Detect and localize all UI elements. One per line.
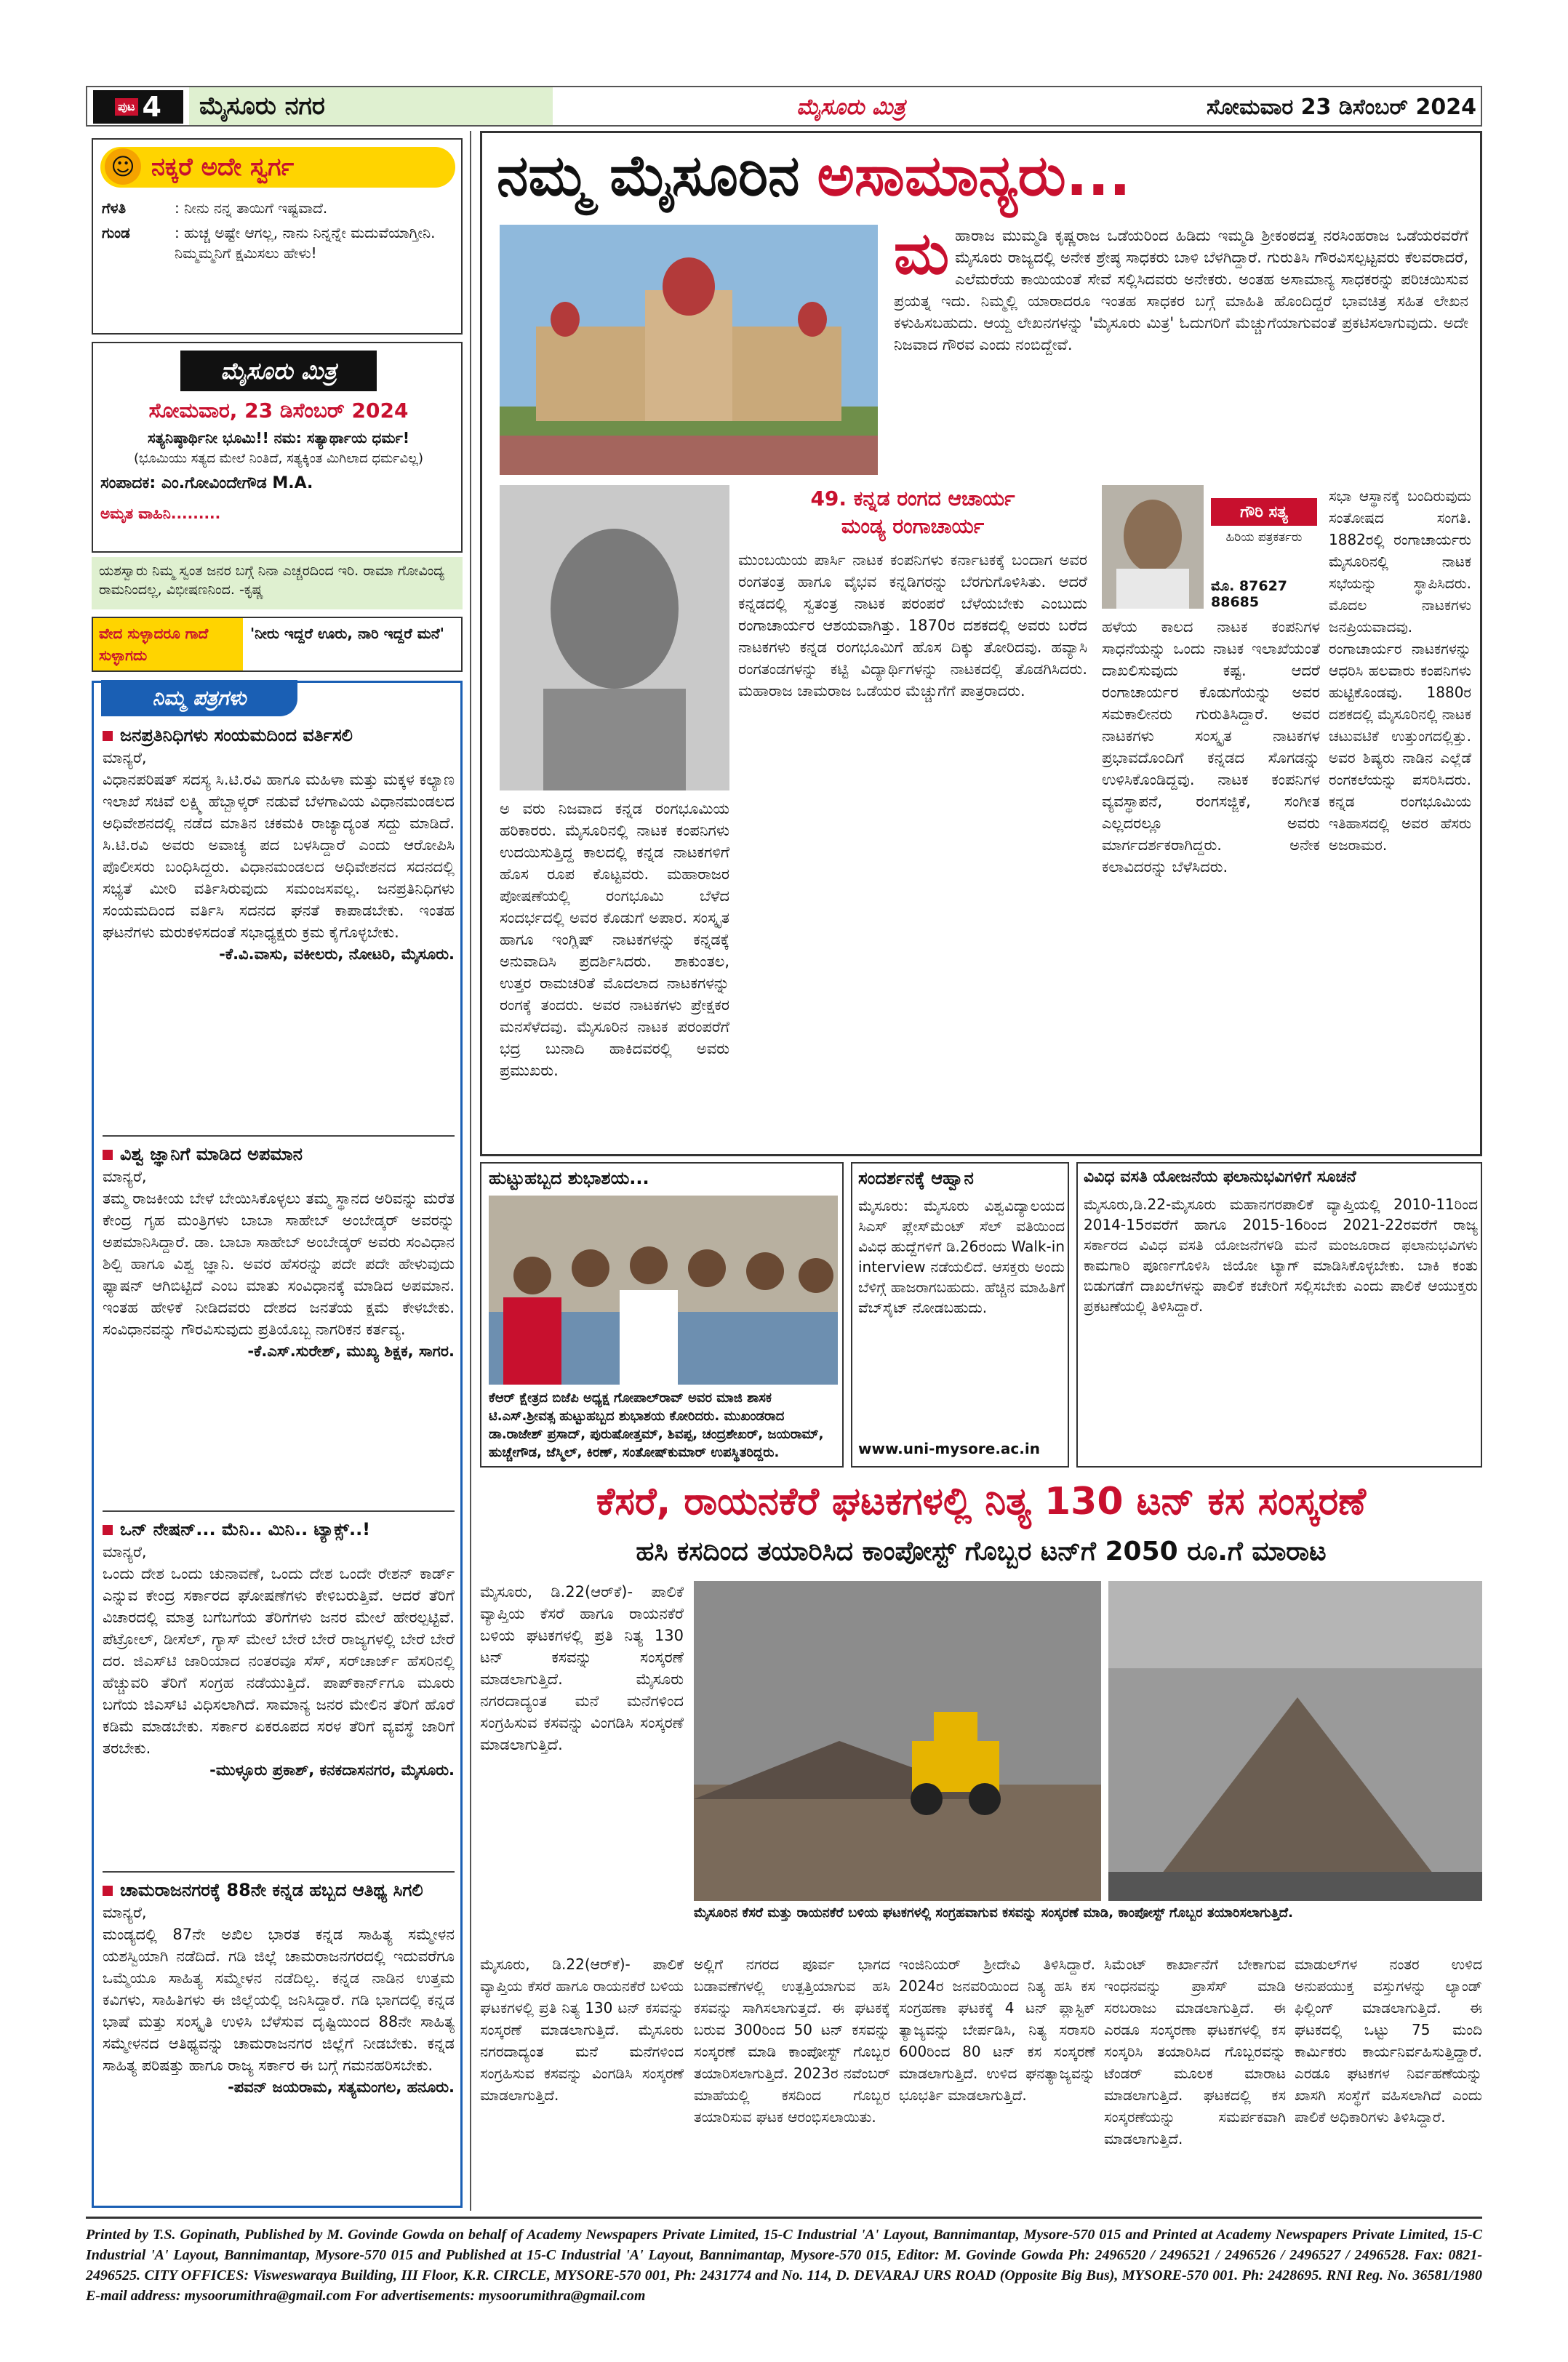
paper-logo bbox=[180, 351, 377, 391]
interview-box bbox=[851, 1162, 1069, 1468]
letter-title: ಒನ್ ನೇಷನ್... ಮೆನಿ.. ಮಿನಿ.. ಟ್ಯಾಕ್ಸ್..! bbox=[103, 1518, 455, 1541]
waste-text: ಅಲ್ಲಿಗೆ ನಗರದ ಪೂರ್ವ ಭಾಗದ ಬಡಾವಣೆಗಳಲ್ಲಿ ಉತ್ಪತ್ತಿಯಾಗುವ ಹಸಿ ಕಸವನ್ನು ಸಾಗಿಸಲಾಗುತ್ತದೆ. ಈ ಘಟಕಕ್ಕೆ ಬರುವ 300ರಿಂದ 50 ಟನ್ ಕಸವನ್ನು ಸಂಸ್ಕರಣೆ ಮಾಡಿ ಕಾಂಪೋಸ್ಟ್ ಗೊಬ್ಬರ ತಯಾರಿಸಲಾಗುತ್ತಿದೆ. 2023ರ ನವೆಂಬರ್ ಮಾಹೆಯಲ್ಲಿ ಕಸದಿಂದ ಗೊಬ್ಬರ ತಯಾರಿಸುವ ಘಟಕ ಆರಂಭಿಸಲಾಯಿತು. bbox=[694, 1955, 890, 2126]
article-col bbox=[738, 549, 1087, 1147]
letter-signature: -ಕೆ.ಎಸ್.ಸುರೇಶ್, ಮುಖ್ಯ ಶಿಕ್ಷಕ, ಸಾಗರ. bbox=[247, 1342, 455, 1360]
letters-title-bar bbox=[101, 680, 297, 716]
paper-logo-text: ಮೈಸೂರು ಮಿತ್ರ bbox=[220, 356, 337, 385]
author-phone: ಮೊ. 87627 88685 bbox=[1211, 578, 1288, 610]
amrutha-title: ಅಮೃತ ವಾಹಿನಿ......... bbox=[100, 505, 221, 522]
feature-title-red: ಅಸಾಮಾನ್ಯರು... bbox=[817, 143, 1131, 209]
paper-info-box bbox=[92, 342, 463, 553]
feature-intro-text: ಹಾರಾಜ ಮುಮ್ಮಡಿ ಕೃಷ್ಣರಾಜ ಒಡೆಯರಿಂದ ಹಿಡಿದು ಇಮ್ಮಡಿ ಶ್ರೀಕಂಠದತ್ತ ನರಸಿಂಹರಾಜ ಒಡೆಯರವರೆಗೆ ಮೈಸೂರು ರಾಜ್ಯದಲ್ಲಿ ಅನೇಕ ಶ್ರೇಷ್ಠ ಸಾಧಕರು ಬಾಳಿ ಬೆಳಗಿದ್ದಾರೆ. ಗುರುತಿಸಿ ಗೌರವಿಸಲ್ಪಟ್ಟವರು ಕೆಲವರಾದರೆ, ಎಲೆಮರೆಯ ಕಾಯಿಯಂತೆ ಸೇವೆ ಸಲ್ಲಿಸಿದವರು ಅನೇಕರು. ಅಂತಹ ಅಸಾಮಾನ್ಯ ಸಾಧಕರನ್ನು ಪರಿಚಯಿಸುವ ಪ್ರಯತ್ನ ಇದು. ನಿಮ್ಮಲ್ಲಿ ಯಾರಾದರೂ ಇಂತಹ ಸಾಧಕರ ಬಗ್ಗೆ ಮಾಹಿತಿ ಹೊಂದಿದ್ದರೆ ಭಾವಚಿತ್ರ ಸಹಿತ ಲೇಖನ ಕಳುಹಿಸಬಹುದು. ಆಯ್ದ ಲೇಖನಗಳನ್ನು 'ಮೈಸೂರು ಮಿತ್ರ' ಓದುಗರಿಗೆ ಮೆಚ್ಚುಗೆಯಾಗುವಂತೆ ಪ್ರಕಟಿಸಲಾಗುವುದು. ಅದೇ ನಿಜವಾದ ಗೌರವ ಎಂದು ನಂಬಿದ್ದೇವೆ. bbox=[894, 227, 1468, 353]
portrait-illustration bbox=[500, 485, 729, 790]
waste-article bbox=[480, 1473, 1482, 2211]
waste-text: ಮೈಸೂರು, ಡಿ.22(ಆರ್‌ಕೆ)- ಪಾಲಿಕೆ ವ್ಯಾಪ್ತಿಯ ಕೆಸರೆ ಹಾಗೂ ರಾಯನಕೆರೆ ಬಳಿಯ ಘಟಕಗಳಲ್ಲಿ ಪ್ರತಿ ನಿತ್ಯ 130 ಟನ್ ಕಸವನ್ನು ಸಂಸ್ಕರಣೆ ಮಾಡಲಾಗುತ್ತಿದೆ. ಮೈಸೂರು ನಗರದಾದ್ಯಂತ ಮನೆ ಮನೆಗಳಿಂದ ಸಂಗ್ರಹಿಸುವ ಕಸವನ್ನು ವಿಂಗಡಿಸಿ ಸಂಸ್ಕರಣೆ ಮಾಡಲಾಗುತ್ತಿದೆ. bbox=[480, 1955, 684, 2104]
humor-row bbox=[102, 198, 458, 263]
proverb-text: 'ನೀರು ಇದ್ದರೆ ಊರು, ನಾರಿ ಇದ್ದರೆ ಮನೆ' bbox=[250, 625, 444, 642]
article-text: ಮುಂಬಯಿಯ ಪಾರ್ಸಿ ನಾಟಕ ಕಂಪನಿಗಳು ಕರ್ನಾಟಕಕ್ಕೆ ಬಂದಾಗ ಅವರ ರಂಗತಂತ್ರ ಹಾಗೂ ವೈಭವ ಕನ್ನಡಿಗರನ್ನು ಬೆರಗುಗೊಳಿಸಿತು. ಆದರೆ ಕನ್ನಡದಲ್ಲಿ ಸ್ವತಂತ್ರ ನಾಟಕ ಪರಂಪರೆ ಬೆಳೆಯಬೇಕು ಎಂಬುದು ರಂಗಾಚಾರ್ಯರ ಆಶಯವಾಗಿತ್ತು. 1870ರ ದಶಕದಲ್ಲಿ ಅವರು ಬರೆದ ನಾಟಕಗಳು ಕನ್ನಡ ರಂಗಭೂಮಿಗೆ ಹೊಸ ದಿಕ್ಕು ತೋರಿದವು. ಹವ್ಯಾಸಿ ರಂಗತಂಡಗಳನ್ನು ಕಟ್ಟಿ ವಿದ್ಯಾರ್ಥಿಗಳನ್ನು ನಾಟಕದಲ್ಲಿ ತೊಡಗಿಸಿದರು. ಮಹಾರಾಜ ಚಾಮರಾಜ ಒಡೆಯರ ಮೆಚ್ಚುಗೆಗೆ ಪಾತ್ರರಾದರು. bbox=[738, 551, 1087, 700]
portrait-photo bbox=[500, 485, 729, 790]
humor-line: : ಹುಚ್ಚ ಅಷ್ಟೇ ಆಗಲ್ಲ, ನಾನು ನಿನ್ನನ್ನೇ ಮದುವೆಯಾಗ್ತೀನಿ. ನಿಮ್ಮಮ್ಮನಿಗೆ ಕ್ಷಮಿಸಲು ಹೇಳು! bbox=[175, 224, 436, 262]
waste-text: ಮೈಸೂರು, ಡಿ.22(ಆರ್‌ಕೆ)- ಪಾಲಿಕೆ ವ್ಯಾಪ್ತಿಯ ಕೆಸರೆ ಹಾಗೂ ರಾಯನಕೆರೆ ಬಳಿಯ ಘಟಕಗಳಲ್ಲಿ ಪ್ರತಿ ನಿತ್ಯ 130 ಟನ್ ಕಸವನ್ನು ಸಂಸ್ಕರಣೆ ಮಾಡಲಾಗುತ್ತಿದೆ. ಮೈಸೂರು ನಗರದಾದ್ಯಂತ ಮನೆ ಮನೆಗಳಿಂದ ಸಂಗ್ರಹಿಸುವ ಕಸವನ್ನು ವಿಂಗಡಿಸಿ ಸಂಸ್ಕರಣೆ ಮಾಡಲಾಗುತ್ತಿದೆ. bbox=[480, 1583, 684, 1753]
birthday-caption: ಕೆಆರ್ ಕ್ಷೇತ್ರದ ಬಿಜೆಪಿ ಅಧ್ಯಕ್ಷ ಗೋಪಾಲ್‌ರಾವ್ ಅವರ ಮಾಜಿ ಶಾಸಕ ಟಿ.ಎಸ್.ಶ್ರೀವತ್ಸ ಹುಟ್ಟುಹಬ್ಬದ ಶುಭಾಶಯ ಕೋರಿದರು. ಮುಖಂಡರಾದ ಡಾ.ರಾಜೇಶ್ ಪ್ರಸಾದ್, ಪುರುಷೋತ್ತಮ್, ಶಿವಪ್ಪ, ಚಂದ್ರಶೇಖರ್, ಜಯರಾಮ್, ಹುಚ್ಚೇಗೌಡ, ಜೆಸ್ಮಿಲ್, ಕಿರಣ್, ಸಂತೋಷ್‌ಕುಮಾರ್ ಉಪಸ್ಥಿತರಿದ್ದರು. bbox=[489, 1390, 824, 1460]
scheme-title: ವಿವಿಧ ವಸತಿ ಯೋಜನೆಯ ಫಲಾನುಭವಿಗಳಿಗೆ ಸೂಚನೆ bbox=[1084, 1168, 1356, 1186]
page-number-box bbox=[93, 90, 183, 124]
humor-line: : ನೀನು ನನ್ನ ತಾಯಿಗೆ ಇಷ್ಟವಾದೆ. bbox=[175, 199, 328, 217]
birthday-box bbox=[480, 1162, 844, 1468]
drop-cap: ಮ bbox=[894, 225, 950, 287]
humor-title-bar bbox=[100, 147, 455, 188]
article-text: ಅ ವರು ನಿಜವಾದ ಕನ್ನಡ ರಂಗಭೂಮಿಯ ಹರಿಕಾರರು. ಮೈಸೂರಿನಲ್ಲಿ ನಾಟಕ ಕಂಪನಿಗಳು ಉದಯಿಸುತ್ತಿದ್ದ ಕಾಲದಲ್ಲಿ ಕನ್ನಡ ನಾಟಕಗಳಿಗೆ ಹೊಸ ರೂಪ ಕೊಟ್ಟವರು. ಮಹಾರಾಜರ ಪೋಷಣೆಯಲ್ಲಿ ರಂಗಭೂಮಿ ಬೆಳೆದ ಸಂದರ್ಭದಲ್ಲಿ ಅವರ ಕೊಡುಗೆ ಅಪಾರ. ಸಂಸ್ಕೃತ ಹಾಗೂ ಇಂಗ್ಲಿಷ್ ನಾಟಕಗಳನ್ನು ಕನ್ನಡಕ್ಕೆ ಅನುವಾದಿಸಿ ಪ್ರದರ್ಶಿಸಿದರು. ಶಾಕುಂತಲ, ಉತ್ತರ ರಾಮಚರಿತೆ ಮೊದಲಾದ ನಾಟಕಗಳನ್ನು ರಂಗಕ್ಕೆ ತಂದರು. ಅವರ ನಾಟಕಗಳು ಪ್ರೇಕ್ಷಕರ ಮನಸೆಳೆದವು. ಮೈಸೂರಿನ ನಾಟಕ ಪರಂಪರೆಗೆ ಭದ್ರ ಬುನಾದಿ ಹಾಕಿದವರಲ್ಲಿ ಅವರು ಪ್ರಮುಖರು. bbox=[500, 800, 729, 1079]
header-date bbox=[1164, 90, 1476, 124]
scheme-text: ಮೈಸೂರು,ಡಿ.22-ಮೈಸೂರು ಮಹಾನಗರಪಾಲಿಕೆ ವ್ಯಾಪ್ತಿಯಲ್ಲಿ 2010-11ರಿಂದ 2014-15ರವರೆಗೆ ಹಾಗೂ 2015-16ರಿಂದ 2021-22ರವರೆಗೆ ರಾಜ್ಯ ಸರ್ಕಾರದ ವಿವಿಧ ವಸತಿ ಯೋಜನೆಗಳಡಿ ಮನೆ ಮಂಜೂರಾದ ಫಲಾನುಭವಿಗಳು ಕಾಮಗಾರಿ ಪೂರ್ಣಗೊಳಿಸಿ ಜಿಯೋ ಟ್ಯಾಗ್ ಮಾಡಿಸಿಕೊಳ್ಳಬೇಕು. ಬಾಕಿ ಕಂತು ಬಿಡುಗಡೆಗೆ ದಾಖಲೆಗಳನ್ನು ಪಾಲಿಕೆ ಕಚೇರಿಗೆ ಸಲ್ಲಿಸಬೇಕು ಎಂದು ಪಾಲಿಕೆ ಆಯುಕ್ತರು ಪ್ರಕಟಣೆಯಲ್ಲಿ ತಿಳಿಸಿದ್ದಾರೆ. bbox=[1084, 1196, 1478, 1315]
author-name-tag bbox=[1211, 498, 1317, 526]
article-headline bbox=[738, 485, 1087, 543]
interview-url[interactable]: www.uni-mysore.ac.in bbox=[858, 1440, 1040, 1457]
letters-title: ನಿಮ್ಮ ಪತ್ರಗಳು bbox=[152, 686, 247, 710]
letter-signature: -ಮುಳ್ಳೂರು ಪ್ರಕಾಶ್, ಕನಕದಾಸನಗರ, ಮೈಸೂರು. bbox=[209, 1761, 455, 1779]
footer-imprint bbox=[86, 2217, 1482, 2326]
letter-item bbox=[103, 724, 455, 1131]
article-number-title: 49. ಕನ್ನಡ ರಂಗದ ಆಚಾರ್ಯ bbox=[810, 487, 1015, 511]
letter-title: ವಿಶ್ವ ಜ್ಞಾನಿಗೆ ಮಾಡಿದ ಅಪಮಾನ bbox=[103, 1142, 455, 1166]
scheme-body bbox=[1084, 1194, 1478, 1463]
editor-line: ಸಂಪಾದಕ: ಎಂ.ಗೋವಿಂದೇಗೌಡ M.A. bbox=[100, 474, 313, 492]
author-name: ಗೌರಿ ಸತ್ಯ bbox=[1240, 503, 1288, 521]
palace-photo bbox=[500, 225, 878, 475]
letter-item bbox=[103, 1878, 455, 2198]
waste-text: ಮಾಡುಲ್‌ಗಳ ನಂತರ ಉಳಿದ ಅನುಪಯುಕ್ತ ವಸ್ತುಗಳನ್ನು ಲ್ಯಾಂಡ್ ಫಿಲ್ಲಿಂಗ್ ಮಾಡಲಾಗುತ್ತಿದೆ. ಈ ಘಟಕದಲ್ಲಿ ಒಟ್ಟು 75 ಮಂದಿ ಕಾರ್ಮಿಕರು ಕಾರ್ಯನಿರ್ವಹಿಸುತ್ತಿದ್ದಾರೆ. ಎರಡೂ ಘಟಕಗಳ ನಿರ್ವಹಣೆಯನ್ನು ಖಾಸಗಿ ಸಂಸ್ಥೆಗೆ ವಹಿಸಲಾಗಿದೆ ಎಂದು ಪಾಲಿಕೆ ಅಧಿಕಾರಿಗಳು ತಿಳಿಸಿದ್ದಾರೆ. bbox=[1295, 1955, 1482, 2126]
birthday-photo bbox=[489, 1196, 838, 1385]
interview-body bbox=[858, 1196, 1065, 1436]
feature-box bbox=[480, 131, 1482, 1156]
masthead bbox=[742, 90, 960, 124]
letter-divider bbox=[103, 1135, 455, 1137]
letter-item bbox=[103, 1518, 455, 1867]
birthday-title: ಹುಟ್ಟುಹಬ್ಬದ ಶುಭಾಶಯ... bbox=[489, 1168, 649, 1188]
paper-date: ಸೋಮವಾರ, 23 ಡಿಸೆಂಬರ್ 2024 bbox=[148, 399, 409, 423]
imprint-text: Printed by T.S. Gopinath, Published by M. Govinde Gowda on behalf of Academy Newspapers Private Limited, 15-C Industrial 'A' Layout, Bannimantap, Mysore-570 015 and Printed at Academy Newspapers Private Limited, 15-C Industrial 'A' Layout, Bannimantap, Mysore-570 015 and Published at 15-C Industrial 'A' Layout, Bannimantap, Mysore-570 015, Editor: M. Govinde Gowda Ph: 2496520 / 2496521 / 2496526 / 2496527 / 2496528. Fax: 0821-2496525. CITY OFFICES: Visweswaraya Building, III Floor, K.R. CIRCLE, MYSORE-570 001, Ph: 2431774 and No. 114, D. DEVARAJ URS ROAD (Opposite Big Bus), MYSORE-570 001. Ph: 2428695. RNI Reg. No. 36581/1980 E-mail address: mysoorumithra@gmail.com For advertisements: mysoorumithra@gmail.com bbox=[86, 2227, 1482, 2304]
proverb-label: ವೇದ ಸುಳ್ಳಾದರೂ ಗಾದೆ ಸುಳ್ಳಾಗದು bbox=[93, 618, 243, 670]
top-header bbox=[86, 86, 1482, 127]
waste-subhead: ಹಸಿ ಕಸದಿಂದ ತಯಾರಿಸಿದ ಕಾಂಪೋಸ್ಟ್ ಗೊಬ್ಬರ ಟನ್‌ಗೆ 2050 ರೂ.ಗೆ ಮಾರಾಟ bbox=[636, 1537, 1327, 1566]
author-role: ಹಿರಿಯ ಪತ್ರಕರ್ತರು bbox=[1225, 530, 1303, 545]
author-illustration bbox=[1102, 485, 1204, 609]
waste-col bbox=[480, 1581, 684, 1945]
letter-divider bbox=[103, 1510, 455, 1512]
letter-body: ಮಂಡ್ಯದಲ್ಲಿ 87ನೇ ಅಖಿಲ ಭಾರತ ಕನ್ನಡ ಸಾಹಿತ್ಯ ಸಮ್ಮೇಳನ ಯಶಸ್ವಿಯಾಗಿ ನಡೆದಿದೆ. ಗಡಿ ಜಿಲ್ಲೆ ಚಾಮರಾಜನಗರದಲ್ಲಿ ಇದುವರೆಗೂ ಒಮ್ಮೆಯೂ ಸಾಹಿತ್ಯ ಸಮ್ಮೇಳನ ನಡೆದಿಲ್ಲ. ಕನ್ನಡ ನಾಡಿನ ಉತ್ತಮ ಕವಿಗಳು, ಸಾಹಿತಿಗಳು ಈ ಜಿಲ್ಲೆಯಲ್ಲಿ ಜನಿಸಿದ್ದಾರೆ. ಗಡಿ ಭಾಗದಲ್ಲಿ ಕನ್ನಡ ಭಾಷೆ ಮತ್ತು ಸಂಸ್ಕೃತಿ ಉಳಿಸಿ ಬೆಳೆಸುವ ದೃಷ್ಟಿಯಿಂದ 88ನೇ ಸಾಹಿತ್ಯ ಸಮ್ಮೇಳನದ ಆತಿಥ್ಯವನ್ನು ಚಾಮರಾಜನಗರ ಜಿಲ್ಲೆಗೆ ನೀಡಬೇಕು. ಕನ್ನಡ ಸಾಹಿತ್ಯ ಪರಿಷತ್ತು ಹಾಗೂ ರಾಜ್ಯ ಸರ್ಕಾರ ಈ ಬಗ್ಗೆ ಗಮನಹರಿಸಬೇಕು. bbox=[103, 1926, 455, 2074]
section-title bbox=[189, 87, 553, 125]
waste-col bbox=[899, 1953, 1095, 2201]
amrutha-text: ಯಶಸ್ವಾರು ನಿಮ್ಮ ಸ್ವಂತ ಜನರ ಬಗ್ಗೆ ನಿನಾ ಎಚ್ಚರದಿಂದ ಇರಿ. ರಾಮಾ ಗೋವಿಂದ್ಯ ರಾಮನಿಂದಲ್ಲ, ವಿಭೀಷಣನಿಂದ. -ಕೃಷ್ಣ bbox=[92, 557, 463, 609]
header-date-text: ಸೋಮವಾರ 23 ಡಿಸೆಂಬರ್ 2024 bbox=[1207, 94, 1476, 120]
humor-speaker: ಗುಂಡ bbox=[102, 224, 130, 241]
waste-text: ಇಂಜಿನಿಯರ್ ಶ್ರೀದೇವಿ ತಿಳಿಸಿದ್ದಾರೆ. 2024ರ ಜನವರಿಯಿಂದ ನಿತ್ಯ ಹಸಿ ಕಸ ಸಂಗ್ರಹಣಾ ಘಟಕಕ್ಕೆ 4 ಟನ್ ಪ್ಲಾಸ್ಟಿಕ್ ತ್ಯಾಜ್ಯವನ್ನು ಬೇರ್ಪಡಿಸಿ, ನಿತ್ಯ ಸರಾಸರಿ 600ರಿಂದ 80 ಟನ್ ಕಸ ಸಂಸ್ಕರಣೆ ಮಾಡಲಾಗುತ್ತಿದೆ. ಉಳಿದ ಘನತ್ಯಾಜ್ಯವನ್ನು ಭೂಭರ್ತಿ ಮಾಡಲಾಗುತ್ತಿದೆ. bbox=[899, 1955, 1095, 2104]
letter-body: ಒಂದು ದೇಶ ಒಂದು ಚುನಾವಣೆ, ಒಂದು ದೇಶ ಒಂದೇ ರೇಶನ್ ಕಾರ್ಡ್ ಎನ್ನುವ ಕೇಂದ್ರ ಸರ್ಕಾರದ ಘೋಷಣೆಗಳು ಕೇಳಿಬರುತ್ತಿವೆ. ಆದರೆ ತೆರಿಗೆ ವಿಚಾರದಲ್ಲಿ ಮಾತ್ರ ಬಗೆಬಗೆಯ ತೆರಿಗೆಗಳು ಜನರ ಮೇಲೆ ಹೇರಲ್ಪಟ್ಟಿವೆ. ಪೆಟ್ರೋಲ್, ಡೀಸೆಲ್, ಗ್ಯಾಸ್ ಮೇಲೆ ಬೇರೆ ಬೇರೆ ರಾಜ್ಯಗಳಲ್ಲಿ ಬೇರೆ ಬೇರೆ ದರ. ಜಿಎಸ್‌ಟಿ ಜಾರಿಯಾದ ನಂತರವೂ ಸೆಸ್, ಸರ್‌ಚಾರ್ಜ್ ಹೆಸರಿನಲ್ಲಿ ಹೆಚ್ಚುವರಿ ತೆರಿಗೆ ಸಂಗ್ರಹ ನಡೆಯುತ್ತಿದೆ. ಪಾಪ್‌ಕಾರ್ನ್‌ಗೂ ಮೂರು ಬಗೆಯ ಜಿಎಸ್‌ಟಿ ವಿಧಿಸಲಾಗಿದೆ. ಸಾಮಾನ್ಯ ಜನರ ಮೇಲಿನ ತೆರಿಗೆ ಹೊರೆ ಕಡಿಮೆ ಮಾಡಬೇಕು. ಸರ್ಕಾರ ಏಕರೂಪದ ಸರಳ ತೆರಿಗೆ ವ್ಯವಸ್ಥೆ ಜಾರಿಗೆ ತರಬೇಕು. bbox=[103, 1565, 455, 1757]
letter-salutation: ಮಾನ್ಯರೆ, bbox=[103, 1543, 147, 1561]
palace-illustration bbox=[500, 225, 878, 475]
letter-body: ತಮ್ಮ ರಾಜಕೀಯ ಬೇಳೆ ಬೇಯಿಸಿಕೊಳ್ಳಲು ತಮ್ಮ ಸ್ಥಾನದ ಅರಿವನ್ನು ಮರೆತ ಕೇಂದ್ರ ಗೃಹ ಮಂತ್ರಿಗಳು ಬಾಬಾ ಸಾಹೇಬ್ ಅಂಬೇಡ್ಕರ್ ಅವರನ್ನು ಅಪಮಾನಿಸಿದ್ದಾರೆ. ಡಾ. ಬಾಬಾ ಸಾಹೇಬ್ ಅಂಬೇಡ್ಕರ್ ಅವರು ಸಂವಿಧಾನ ಶಿಲ್ಪಿ ಹಾಗೂ ವಿಶ್ವ ಜ್ಞಾನಿ. ಅವರ ಹೆಸರನ್ನು ಪದೇ ಪದೇ ಹೇಳುವುದು ಫ್ಯಾಷನ್ ಆಗಿಬಿಟ್ಟಿದೆ ಎಂಬ ಮಾತು ಸಂವಿಧಾನಕ್ಕೆ ಮಾಡಿದ ಅಪಮಾನ. ಇಂತಹ ಹೇಳಿಕೆ ನೀಡಿದವರು ದೇಶದ ಜನತೆಯ ಕ್ಷಮೆ ಕೇಳಬೇಕು. ಸಂವಿಧಾನವನ್ನು ಗೌರವಿಸುವುದು ಪ್ರತಿಯೊಬ್ಬ ನಾಗರಿಕನ ಕರ್ತವ್ಯ. bbox=[103, 1190, 455, 1338]
waste-photo-right bbox=[1108, 1581, 1482, 1901]
feature-title bbox=[497, 137, 1471, 215]
motto-translation: (ಭೂಮಿಯು ಸತ್ಯದ ಮೇಲೆ ನಿಂತಿದೆ, ಸತ್ಯಕ್ಕಿಂತ ಮಿಗಿಲಾದ ಧರ್ಮವಿಲ್ಲ) bbox=[134, 451, 423, 466]
feature-title-black: ನಮ್ಮ ಮೈಸೂರಿನ bbox=[497, 143, 800, 209]
page-label: ಪುಟ bbox=[115, 98, 137, 116]
laughing-face-icon: ☺ bbox=[105, 148, 141, 185]
letter-salutation: ಮಾನ್ಯರೆ, bbox=[103, 749, 147, 766]
letter-salutation: ಮಾನ್ಯರೆ, bbox=[103, 1168, 147, 1185]
article-text: ಹಳೆಯ ಕಾಲದ ನಾಟಕ ಕಂಪನಿಗಳ ಸಾಧನೆಯನ್ನು ಒಂದು ನಾಟಕ ಇಲಾಖೆಯಂತೆ ದಾಖಲಿಸುವುದು ಕಷ್ಟ. ಆದರೆ ರಂಗಾಚಾರ್ಯರ ಕೊಡುಗೆಯನ್ನು ಅವರ ಸಮಕಾಲೀನರು ಗುರುತಿಸಿದ್ದಾರೆ. ಅವರ ನಾಟಕಗಳು ಸಂಸ್ಕೃತ ನಾಟಕಗಳ ಪ್ರಭಾವದೊಂದಿಗೆ ಕನ್ನಡದ ಸೊಗಡನ್ನು ಉಳಿಸಿಕೊಂಡಿದ್ದವು. ನಾಟಕ ಕಂಪನಿಗಳ ವ್ಯವಸ್ಥಾಪನೆ, ರಂಗಸಜ್ಜಿಕೆ, ಸಂಗೀತ ಎಲ್ಲದರಲ್ಲೂ ಅವರು ಮಾರ್ಗದರ್ಶಕರಾಗಿದ್ದರು. ಅನೇಕ ಕಲಾವಿದರನ್ನು ಬೆಳೆಸಿದರು. bbox=[1102, 618, 1320, 876]
interview-title: ಸಂದರ್ಶನಕ್ಕೆ ಆಹ್ವಾನ bbox=[858, 1168, 974, 1188]
letter-signature: -ಕೆ.ವಿ.ವಾಸು, ವಕೀಲರು, ನೋಟರಿ, ಮೈಸೂರು. bbox=[219, 945, 455, 963]
compost-plant-illustration bbox=[694, 1581, 1101, 1901]
article-col bbox=[1102, 616, 1320, 1147]
letter-title: ಜನಪ್ರತಿನಿಧಿಗಳು ಸಂಯಮದಿಂದ ವರ್ತಿಸಲಿ bbox=[103, 724, 455, 747]
motto: ಸತ್ಯನಿಷ್ಠಾರ್ಥಿನೀ ಭೂಮಿ!! ನಮ: ಸತ್ಯಾರ್ಥಾಯ ಧರ್ಮ! bbox=[148, 429, 409, 447]
letter-body: ವಿಧಾನಪರಿಷತ್ ಸದಸ್ಯ ಸಿ.ಟಿ.ರವಿ ಹಾಗೂ ಮಹಿಳಾ ಮತ್ತು ಮಕ್ಕಳ ಕಲ್ಯಾಣ ಇಲಾಖೆ ಸಚಿವೆ ಲಕ್ಷ್ಮಿ ಹೆಬ್ಬಾಳ್ಕರ್ ನಡುವೆ ಬೆಳಗಾವಿಯ ವಿಧಾನಮಂಡಲದ ಅಧಿವೇಶನದಲ್ಲಿ ನಡೆದ ಮಾತಿನ ಚಕಮಕಿ ರಾಜ್ಯಾದ್ಯಂತ ಸದ್ದು ಮಾಡಿದೆ. ಸಿ.ಟಿ.ರವಿ ಅವರು ಅವಾಚ್ಯ ಪದ ಬಳಸಿದ್ದಾರೆ ಎಂದು ಆರೋಪಿಸಿ ಪೊಲೀಸರು ಬಂಧಿಸಿದ್ದರು. ವಿಧಾನಮಂಡಲದ ಅಧಿವೇಶನದ ಸದನದಲ್ಲಿ ಸಭ್ಯತೆ ಮೀರಿ ವರ್ತಿಸಿರುವುದು ಸಮಂಜಸವಲ್ಲ. ಜನಪ್ರತಿನಿಧಿಗಳು ಸಂಯಮದಿಂದ ವರ್ತಿಸಿ ಸದನದ ಘನತೆ ಕಾಪಾಡಬೇಕು. ಇಂತಹ ಘಟನೆಗಳು ಮರುಕಳಿಸದಂತೆ ಸಭಾಧ್ಯಕ್ಷರು ಕ್ರಮ ಕೈಗೊಳ್ಳಬೇಕು. bbox=[103, 771, 455, 941]
masthead-text: ಮೈಸೂರು ಮಿತ್ರ bbox=[796, 94, 905, 120]
article-text: ಸಭಾ ಆಸ್ಥಾನಕ್ಕೆ ಬಂದಿರುವುದು ಸಂತೋಷದ ಸಂಗತಿ. 1882ರಲ್ಲಿ ರಂಗಾಚಾರ್ಯರು ಮೈಸೂರಿನಲ್ಲಿ ನಾಟಕ ಸಭೆಯನ್ನು ಸ್ಥಾಪಿಸಿದರು. ಮೊದಲ ನಾಟಕಗಳು ಜನಪ್ರಿಯವಾದವು. ರಂಗಾಚಾರ್ಯರ ನಾಟಕಗಳನ್ನು ಆಧರಿಸಿ ಹಲವಾರು ಕಂಪನಿಗಳು ಹುಟ್ಟಿಕೊಂಡವು. 1880ರ ದಶಕದಲ್ಲಿ ಮೈಸೂರಿನಲ್ಲಿ ನಾಟಕ ಚಟುವಟಿಕೆ ಉತ್ತುಂಗದಲ್ಲಿತ್ತು. ಅವರ ಶಿಷ್ಯರು ನಾಡಿನ ಎಲ್ಲೆಡೆ ರಂಗಕಲೆಯನ್ನು ಪಸರಿಸಿದರು. ಕನ್ನಡ ರಂಗಭೂಮಿಯ ಇತಿಹಾಸದಲ್ಲಿ ಅವರ ಹೆಸರು ಅಜರಾಮರ. bbox=[1329, 487, 1471, 854]
letters-section bbox=[92, 681, 463, 2208]
humor-speaker: ಗೆಳತಿ bbox=[102, 199, 127, 217]
group-photo-illustration bbox=[489, 1196, 838, 1385]
compost-heap-illustration bbox=[1108, 1581, 1482, 1901]
letter-signature: -ಪವನ್ ಜಯರಾಮ, ಸತ್ಯಮಂಗಲ, ಹನೂರು. bbox=[228, 2078, 455, 2096]
humor-box bbox=[92, 138, 463, 335]
letter-divider bbox=[103, 1871, 455, 1873]
letter-title: ಚಾಮರಾಜನಗರಕ್ಕೆ 88ನೇ ಕನ್ನಡ ಹಬ್ಬದ ಆತಿಥ್ಯ ಸಿಗಲಿ bbox=[103, 1878, 455, 1902]
proverb-box bbox=[92, 617, 463, 672]
author-block bbox=[1102, 485, 1320, 609]
waste-text: ಸಿಮೆಂಟ್ ಕಾರ್ಖಾನೆಗೆ ಬೇಕಾಗುವ ಇಂಧನವನ್ನು ಪ್ರಾಸೆಸ್ ಮಾಡಿ ಸರಬರಾಜು ಮಾಡಲಾಗುತ್ತಿದೆ. ಈ ಎರಡೂ ಸಂಸ್ಕರಣಾ ಘಟಕಗಳಲ್ಲಿ ಕಸ ಸಂಸ್ಕರಿಸಿ ತಯಾರಿಸಿದ ಗೊಬ್ಬರವನ್ನು ಟೆಂಡರ್ ಮೂಲಕ ಮಾರಾಟ ಮಾಡಲಾಗುತ್ತಿದೆ. ಘಟಕದಲ್ಲಿ ಕಸ ಸಂಸ್ಕರಣೆಯನ್ನು ಸಮರ್ಪಕವಾಗಿ ಮಾಡಲಾಗುತ್ತಿದೆ. bbox=[1104, 1955, 1286, 2147]
waste-col bbox=[694, 1953, 890, 2201]
section-title-text: ಮೈಸೂರು ನಗರ bbox=[199, 92, 325, 121]
waste-headline: ಕೆಸರೆ, ರಾಯನಕೆರೆ ಘಟಕಗಳಲ್ಲಿ ನಿತ್ಯ 130 ಟನ್ ಕಸ ಸಂಸ್ಕರಣೆ bbox=[596, 1480, 1367, 1524]
article-col bbox=[1329, 485, 1471, 1147]
letter-item bbox=[103, 1142, 455, 1506]
waste-col bbox=[1104, 1953, 1286, 2201]
interview-text: ಮೈಸೂರು: ಮೈಸೂರು ವಿಶ್ವವಿದ್ಯಾಲಯದ ಸಿಎಸ್ ಪ್ಲೇಸ್‌ಮೆಂಟ್ ಸೆಲ್ ವತಿಯಿಂದ ವಿವಿಧ ಹುದ್ದೆಗಳಿಗೆ ಡಿ.26ರಂದು Walk-in interview ನಡೆಯಲಿದೆ. ಆಸಕ್ತರು ಅಂದು ಬೆಳಿಗ್ಗೆ ಹಾಜರಾಗಬಹುದು. ಹೆಚ್ಚಿನ ಮಾಹಿತಿಗೆ ವೆಬ್‌ಸೈಟ್ ನೋಡಬಹುದು. bbox=[858, 1197, 1065, 1316]
left-column bbox=[86, 131, 471, 2211]
waste-col bbox=[1295, 1953, 1482, 2201]
waste-photo-left bbox=[694, 1581, 1101, 1901]
page-number: 4 bbox=[142, 91, 161, 123]
article-subject: ಮಂಡ್ಯ ರಂಗಾಚಾರ್ಯ bbox=[841, 514, 985, 538]
letter-salutation: ಮಾನ್ಯರೆ, bbox=[103, 1904, 147, 1921]
humor-title: ನಕ್ಕರೆ ಅದೇ ಸ್ವರ್ಗ bbox=[151, 153, 295, 182]
scheme-box bbox=[1076, 1162, 1482, 1468]
feature-intro bbox=[894, 225, 1468, 472]
article-col bbox=[500, 798, 729, 1147]
waste-col bbox=[480, 1953, 684, 2201]
waste-photo-caption: ಮೈಸೂರಿನ ಕೆಸರೆ ಮತ್ತು ರಾಯನಕೆರೆ ಬಳಿಯ ಘಟಕಗಳಲ್ಲಿ ಸಂಗ್ರಹವಾಗುವ ಕಸವನ್ನು ಸಂಸ್ಕರಣೆ ಮಾಡಿ, ಕಾಂಪೋಸ್ಟ್ ಗೊಬ್ಬರ ತಯಾರಿಸಲಾಗುತ್ತಿದೆ. bbox=[694, 1905, 1293, 1921]
author-photo bbox=[1102, 485, 1204, 609]
